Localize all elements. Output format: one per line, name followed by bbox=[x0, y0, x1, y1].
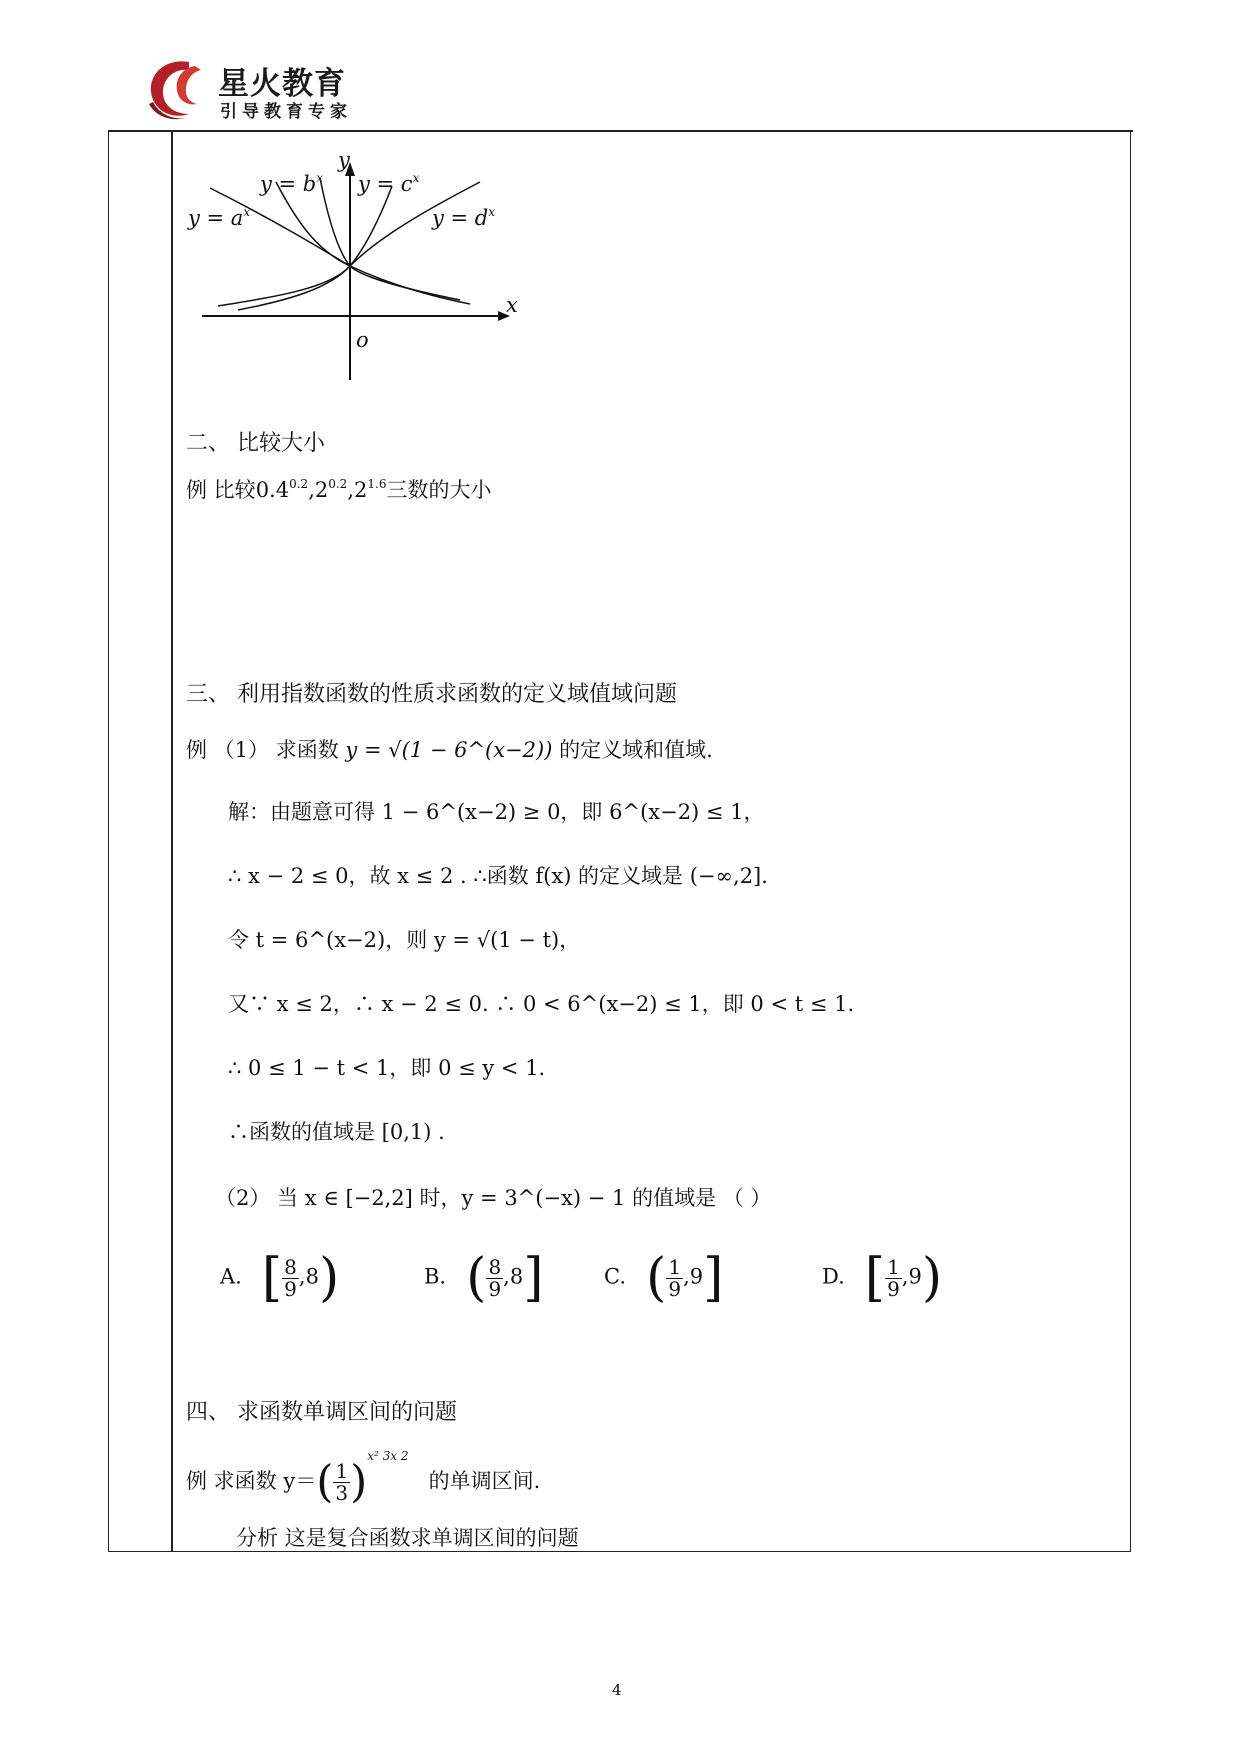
frame-divider bbox=[171, 131, 173, 1552]
section4-example: 例 求函数 y＝( $\frac{1}{3}$ )$^{x^2 3x 2}$ 的单调区间. bbox=[186, 1449, 541, 1508]
section3-example2: （2） 当 x ∈ [−2,2] 时，y = 3^(−x) − 1 的值域是 （ ） bbox=[215, 1186, 772, 1210]
graph-label-b: $y = b^x$ bbox=[260, 171, 324, 196]
option-b: B. ( $\frac{8}{9}$ ,8] bbox=[424, 1248, 544, 1308]
logo-subtitle: 引导教育专家 bbox=[220, 102, 352, 122]
solution-line-5: ∴ 0 ≤ 1 − t < 1，即 0 ≤ y < 1. bbox=[228, 1056, 546, 1080]
logo-title: 星火教育 bbox=[218, 66, 346, 102]
axis-label-x: x bbox=[506, 293, 518, 317]
option-d: D. [ $\frac{1}{9}$ ,9) bbox=[822, 1248, 943, 1308]
solution-line-6: ∴函数的值域是 [0,1) . bbox=[228, 1120, 445, 1144]
origin-label: o bbox=[356, 328, 369, 352]
curve-b bbox=[238, 186, 392, 310]
section2-title: 二、 比较大小 bbox=[186, 431, 325, 456]
graph-label-c: $y = c^x$ bbox=[358, 171, 420, 196]
exponential-graph bbox=[180, 148, 530, 380]
page-number: 4 bbox=[612, 1681, 622, 1699]
solution-line-3: 令 t = 6^(x−2)，则 y = √(1 − t)， bbox=[228, 928, 581, 952]
axis-label-y: y bbox=[338, 148, 350, 172]
section3-example1: 例 （1） 求函数 y = √(1 − 6^(x−2)) 的定义域和值域. bbox=[186, 738, 713, 762]
solution-line-2: ∴ x − 2 ≤ 0，故 x ≤ 2 . ∴函数 f(x) 的定义域是 (−∞,2]. bbox=[228, 864, 768, 888]
solution-line-4: 又∵ x ≤ 2，∴ x − 2 ≤ 0. ∴ 0 < 6^(x−2) ≤ 1，即 0 < t ≤ 1. bbox=[228, 992, 855, 1016]
flame-logo-icon bbox=[145, 56, 217, 122]
section3-title: 三、 利用指数函数的性质求函数的定义域值域问题 bbox=[186, 682, 677, 707]
section4-title: 四、 求函数单调区间的问题 bbox=[186, 1400, 457, 1425]
solution-line-1: 解：由题意可得 1 − 6^(x−2) ≥ 0，即 6^(x−2) ≤ 1， bbox=[228, 800, 765, 824]
section2-example: 例 比较$0.4^{0.2},2^{0.2},2^{1.6}$三数的大小 bbox=[186, 477, 492, 502]
option-c: C. ( $\frac{1}{9}$ ,9] bbox=[604, 1248, 724, 1308]
graph-label-d: $y = d^x$ bbox=[432, 205, 496, 230]
section4-analysis: 分析 这是复合函数求单调区间的问题 bbox=[236, 1526, 579, 1550]
option-a: A. [ $\frac{8}{9}$ ,8) bbox=[220, 1248, 340, 1308]
graph-label-a: $y = a^x$ bbox=[188, 205, 251, 230]
curve-c bbox=[276, 182, 470, 304]
